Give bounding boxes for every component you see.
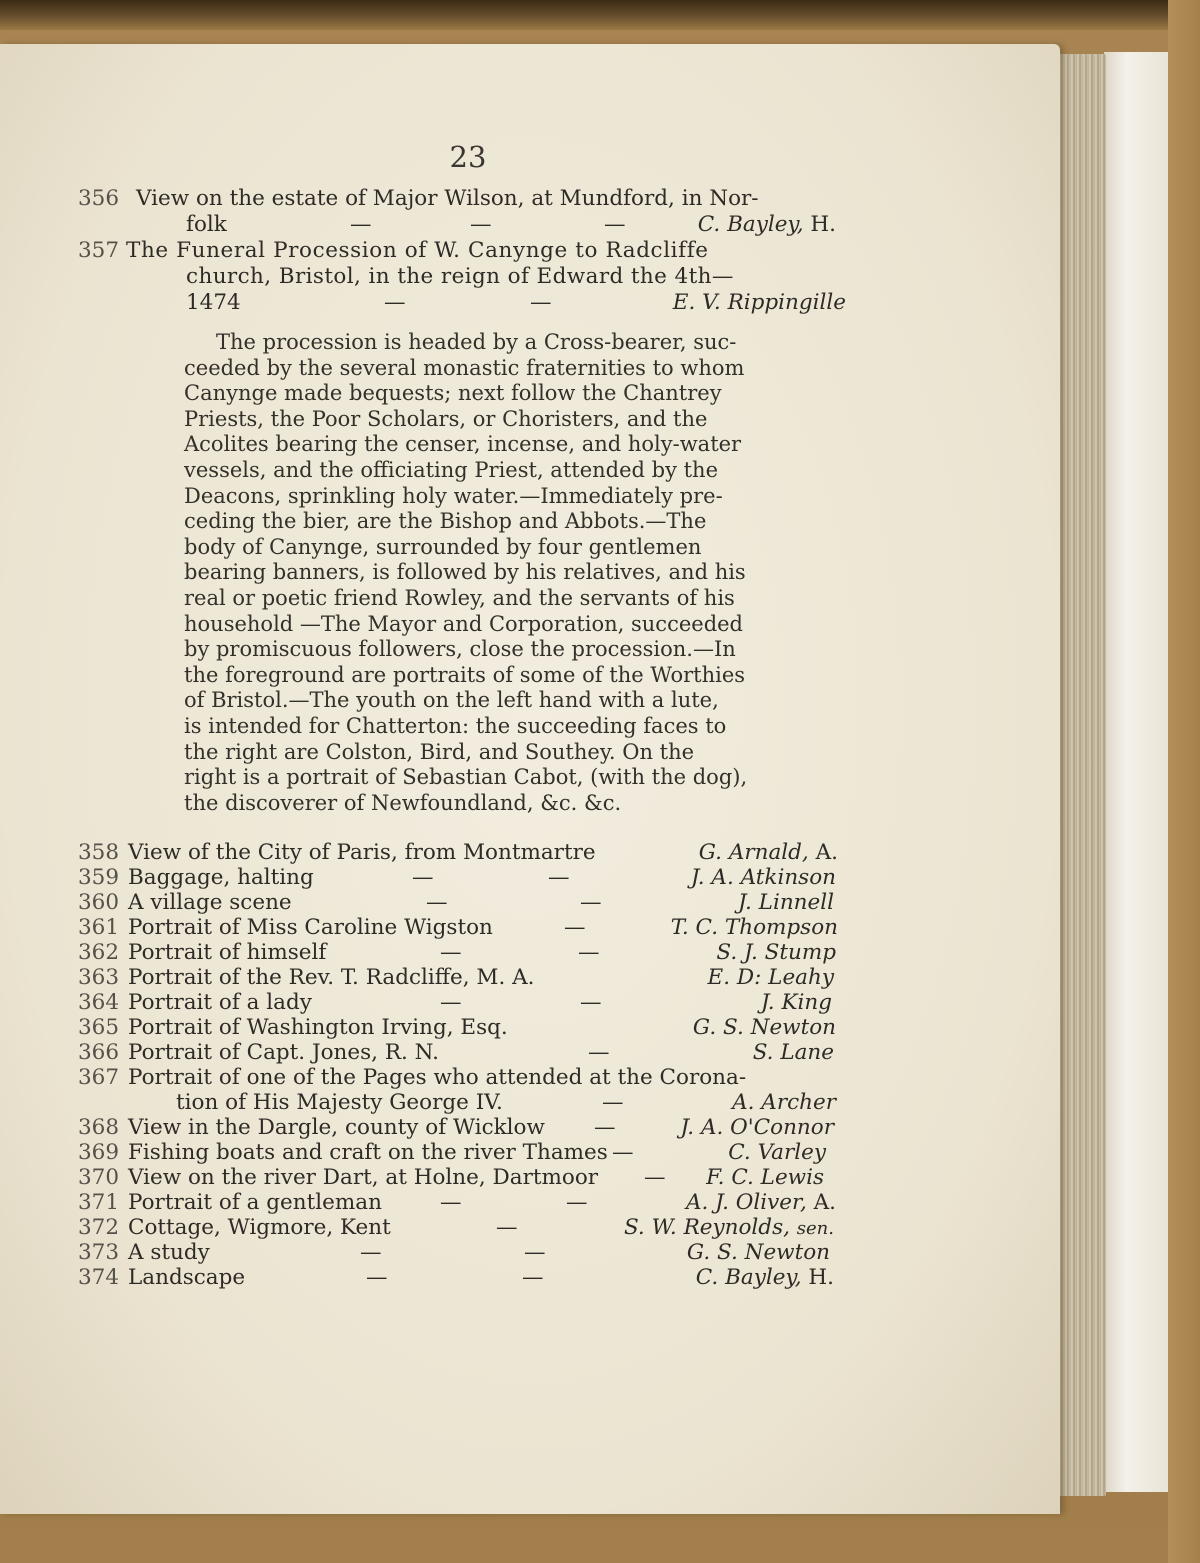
leader-dash: — [604,212,626,237]
leader-dash: — [366,1265,388,1290]
description-line: ceding the bier, are the Bishop and Abbots.—The [184,509,707,534]
artist-text: S. W. Reynolds, [623,1215,790,1240]
entry-title: Landscape [128,1265,246,1290]
description-line: ceeded by the several monastic fraternities to whom [184,355,745,380]
artist-name: J. Linnell [738,890,834,915]
artist-suffix: H. [808,1265,834,1290]
entry-number: 361 [78,915,120,940]
entry-title: Cottage, Wigmore, Kent [128,1215,391,1240]
artist-text: A. J. Oliver, [685,1190,807,1215]
leader-dash: — [350,212,372,237]
artist-suffix: H. [810,212,836,237]
catalogue-page [0,44,1060,1514]
entry-title: Fishing boats and craft on the river Thames [128,1140,608,1165]
page-number: 23 [449,140,487,174]
leader-dash: — [412,865,434,890]
entry-title: Portrait of a gentleman [128,1190,382,1215]
entry-number: 357 [78,238,120,263]
entry-title: Portrait of a lady [128,990,312,1015]
entry-title: Baggage, halting [128,865,314,890]
leader-dash: — [384,290,406,315]
entry-number: 369 [78,1140,120,1165]
entry-title: View in the Dargle, county of Wicklow [128,1115,545,1140]
artist-text: G. Arnald, [698,840,809,865]
description-line: The procession is headed by a Cross-bearer, suc- [216,330,737,354]
artist-name: C. Varley [728,1140,826,1165]
entry-number: 367 [78,1065,120,1090]
entry-title-line: folk [186,212,227,237]
entry-number: 370 [78,1165,120,1190]
description-line: the right are Colston, Bird, and Southey. On the [184,739,695,764]
entry-number: 365 [78,1015,120,1040]
entry-number: 364 [78,990,120,1015]
leader-dash: — [360,1240,382,1265]
entry-number: 360 [78,890,120,915]
entry-title: A study [128,1240,210,1265]
entry-title: Portrait of himself [128,940,327,965]
entry-title: Portrait of Miss Caroline Wigston [128,915,493,940]
description-line: household —The Mayor and Corporation, succeeded [184,611,744,636]
description-line: of Bristol.—The youth on the left hand with a lute, [184,688,719,713]
binding-edge [1168,0,1200,1563]
artist-name: J. A. O'Connor [680,1115,834,1140]
artist-name: G. S. Newton [692,1015,836,1040]
artist-name [699,840,838,866]
artist-name: F. C. Lewis [706,1165,824,1190]
leader-dash: — [602,1090,624,1115]
description-line: real or poetic friend Rowley, and the servants of his [184,585,735,610]
leader-dash: — [470,212,492,237]
entry-number: 373 [78,1240,120,1265]
leader-dash: — [564,915,586,940]
artist-suffix: A. [813,1190,836,1215]
entry-number: 372 [78,1215,120,1240]
leader-dash: — [522,1265,544,1290]
entry-number: 358 [78,840,120,865]
leader-dash: — [530,290,552,315]
artist-name: S. J. Stump [716,940,836,965]
entry-title: Portrait of Washington Irving, Esq. [128,1015,508,1040]
artist-suffix: sen. [796,1218,834,1239]
artist-name: S. Lane [752,1040,834,1065]
artist-name: T. C. Thompson [670,915,838,940]
artist-name: J. King [760,990,832,1015]
leader-dash: — [588,1040,610,1065]
description-line: is intended for Chatterton: the succeeding faces to [184,713,727,738]
leader-dash: — [578,940,600,965]
description-line: Canynge made bequests; next follow the Chantrey [184,381,722,406]
artist-name: J. A. Atkinson [690,865,836,890]
entry-number: 374 [78,1265,120,1290]
entry-title: Portrait of one of the Pages who attended at the Corona- [128,1065,747,1090]
artist-text: C. Bayley, [695,1265,802,1290]
artist-suffix: A. [815,840,838,865]
artist-text: C. Bayley, [697,212,804,237]
entry-title: A village scene [128,890,292,915]
entry-number: 368 [78,1115,120,1140]
entry-number: 362 [78,940,120,965]
leader-dash: — [548,865,570,890]
artist-name: A. Archer [732,1090,836,1115]
entry-title-line: View on the estate of Major Wilson, at Mundford, in Nor- [136,186,759,211]
leader-dash: — [440,990,462,1015]
description-line: Priests, the Poor Scholars, or Choristers, and the [184,406,708,431]
artist-name [624,1215,834,1242]
leader-dash: — [594,1115,616,1140]
artist-name [698,212,836,238]
board-top-edge [0,0,1200,30]
entry-title: Portrait of the Rev. T. Radcliffe, M. A. [128,965,535,990]
entry-title-line: The Funeral Procession of W. Canynge to Radcliffe [126,238,709,263]
description-line: right is a portrait of Sebastian Cabot, (with the dog), [184,765,748,790]
entry-number: 366 [78,1040,120,1065]
entry-number: 356 [78,186,120,211]
leader-dash: — [426,890,448,915]
description-line: Acolites bearing the censer, incense, and holy-water [184,432,742,457]
entry-title-continued: tion of His Majesty George IV. [176,1090,503,1115]
leader-dash: — [612,1140,634,1165]
entry-title-line: 1474 [186,290,241,315]
entry-title: View of the City of Paris, from Montmartre [128,840,596,865]
description-line: body of Canynge, surrounded by four gentlemen [184,534,702,559]
leader-dash: — [496,1215,518,1240]
description-line: the discoverer of Newfoundland, &c. &c. [184,790,622,815]
artist-name [686,1190,836,1216]
leader-dash: — [580,890,602,915]
leader-dash: — [524,1240,546,1265]
entry-number: 359 [78,865,120,890]
artist-name: E. D: Leahy [707,965,834,990]
description-line: the foreground are portraits of some of the Worthies [184,662,746,687]
page-stack-edge [1104,52,1168,1492]
description-line: Deacons, sprinkling holy water.—Immediately pre- [184,483,723,508]
entry-title: View on the river Dart, at Holne, Dartmoor [128,1165,599,1190]
leader-dash: — [566,1190,588,1215]
leader-dash: — [440,940,462,965]
artist-name [696,1265,834,1291]
description-line: bearing banners, is followed by his relatives, and his [184,560,746,585]
leader-dash: — [580,990,602,1015]
leader-dash: — [644,1165,666,1190]
entry-title: Portrait of Capt. Jones, R. N. [128,1040,439,1065]
description-line: by promiscuous followers, close the procession.—In [184,637,736,662]
entry-title-line: church, Bristol, in the reign of Edward the 4th— [186,264,734,289]
artist-name: E. V. Rippingille [672,290,846,315]
entry-number: 363 [78,965,120,990]
leader-dash: — [440,1190,462,1215]
description-line: vessels, and the officiating Priest, attended by the [184,457,719,482]
entry-357-description [184,330,748,816]
entry-number: 371 [78,1190,120,1215]
artist-name: G. S. Newton [686,1240,830,1265]
